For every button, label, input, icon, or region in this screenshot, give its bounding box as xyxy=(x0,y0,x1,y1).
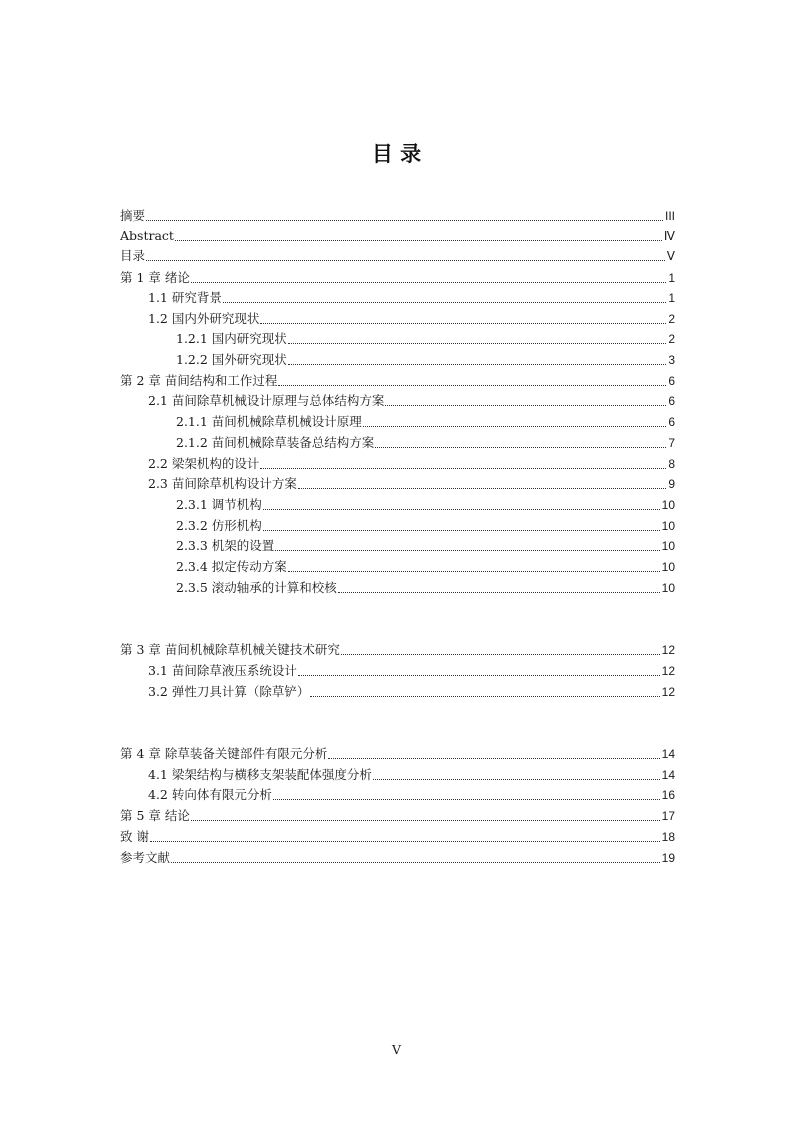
toc-entry-page: 9 xyxy=(668,477,675,491)
toc-dot-leader xyxy=(288,570,660,572)
toc-entry-page: 10 xyxy=(661,498,675,512)
toc-entry[interactable] xyxy=(148,307,675,327)
toc-entry-page: 1 xyxy=(668,291,675,305)
toc-dot-leader xyxy=(171,861,660,863)
toc-entry-label: 2.1.1 苗间机械除草机械设计原理 xyxy=(176,414,362,429)
toc-dot-leader xyxy=(150,840,660,842)
toc-entry-page: 1 xyxy=(668,271,675,285)
toc-entry[interactable] xyxy=(176,555,675,575)
toc-dot-leader xyxy=(385,404,666,406)
toc-dot-leader xyxy=(175,239,662,241)
toc-entry[interactable] xyxy=(148,452,675,472)
page-number-footer: V xyxy=(391,1042,402,1057)
toc-entry-page: Ⅳ xyxy=(663,229,675,243)
toc-entry-label: 4.1 梁架结构与横移支架装配体强度分析 xyxy=(148,767,372,782)
toc-entry-page: 3 xyxy=(668,353,675,367)
toc-entry-label: 2.2 梁架机构的设计 xyxy=(148,456,260,471)
toc-entry-page: 2 xyxy=(668,312,675,326)
toc-entry[interactable] xyxy=(176,431,675,451)
toc-entry[interactable] xyxy=(176,534,675,554)
toc-entry-label: 3.2 弹性刀具计算（除草铲） xyxy=(148,684,310,699)
toc-entry[interactable] xyxy=(148,389,675,409)
toc-entry-label: 2.3.4 拟定传动方案 xyxy=(176,559,287,574)
toc-dot-leader xyxy=(373,778,660,780)
toc-entry[interactable] xyxy=(120,638,675,658)
toc-dot-leader xyxy=(298,487,666,489)
toc-entry-page: 18 xyxy=(661,830,675,844)
toc-entry-label: 参考文献 xyxy=(120,850,171,865)
toc-dot-leader xyxy=(191,281,666,283)
toc-entry[interactable] xyxy=(176,576,675,596)
toc-entry-label: 摘要 xyxy=(120,208,146,223)
toc-entry-label: 1.2.1 国内研究现状 xyxy=(176,331,287,346)
toc-entry-label: 2.3.5 滚动轴承的计算和校核 xyxy=(176,580,337,595)
toc-entry-label: 2.3.2 仿形机构 xyxy=(176,518,262,533)
toc-entry-label: 1.1 研究背景 xyxy=(148,290,222,305)
toc-entry-label: 4.2 转向体有限元分析 xyxy=(148,787,272,802)
toc-dot-leader xyxy=(278,384,666,386)
toc-entry-label: 3.1 苗间除草液压系统设计 xyxy=(148,663,297,678)
toc-entry-label: 第 5 章 结论 xyxy=(120,808,190,823)
toc-dot-leader xyxy=(341,653,660,655)
toc-entry-page: 6 xyxy=(668,415,675,429)
toc-entry-label: 目录 xyxy=(120,248,146,263)
toc-dot-leader xyxy=(223,301,666,303)
toc-dot-leader xyxy=(338,591,660,593)
toc-dot-leader xyxy=(146,219,663,221)
toc-entry[interactable] xyxy=(148,783,675,803)
toc-entry-page: 14 xyxy=(661,747,675,761)
toc-entry-page: 17 xyxy=(661,809,675,823)
toc-entry-page: 7 xyxy=(668,436,675,450)
toc-entry-page: 12 xyxy=(661,685,675,699)
toc-entry[interactable] xyxy=(120,804,675,824)
toc-entry-page: 16 xyxy=(661,788,675,802)
toc-entry-label: 第 3 章 苗间机械除草机械关键技术研究 xyxy=(120,642,340,657)
toc-entry-page: 2 xyxy=(668,332,675,346)
toc-entry-page: 10 xyxy=(661,539,675,553)
toc-entry[interactable] xyxy=(176,348,675,368)
toc-entry-page: 19 xyxy=(661,851,675,865)
toc-entry-page: 6 xyxy=(668,374,675,388)
toc-dot-leader xyxy=(328,757,659,759)
toc-entry[interactable] xyxy=(120,266,675,286)
toc-dot-leader xyxy=(288,363,667,365)
toc-entry[interactable] xyxy=(120,825,675,845)
toc-entry-page: 10 xyxy=(661,519,675,533)
toc-entry[interactable] xyxy=(120,224,675,244)
toc-entry-label: 2.1 苗间除草机械设计原理与总体结构方案 xyxy=(148,393,385,408)
toc-dot-leader xyxy=(310,695,659,697)
toc-entry-page: 12 xyxy=(661,664,675,678)
toc-entry-label: 致 谢 xyxy=(120,829,149,844)
toc-entry-page: 8 xyxy=(668,457,675,471)
toc-entry[interactable] xyxy=(120,846,675,866)
toc-entry-label: 第 2 章 苗间结构和工作过程 xyxy=(120,373,278,388)
toc-entry-label: 第 4 章 除草装备关键部件有限元分析 xyxy=(120,746,328,761)
toc-entry[interactable] xyxy=(120,742,675,762)
toc-entry-label: 2.3.3 机架的设置 xyxy=(176,538,275,553)
toc-entry-label: 1.2 国内外研究现状 xyxy=(148,311,260,326)
toc-entry[interactable] xyxy=(148,659,675,679)
toc-dot-leader xyxy=(260,467,666,469)
toc-entry[interactable] xyxy=(176,514,675,534)
toc-entry-label: 2.3.1 调节机构 xyxy=(176,497,262,512)
toc-dot-leader xyxy=(375,446,666,448)
toc-dot-leader xyxy=(260,322,666,324)
toc-dot-leader xyxy=(275,549,659,551)
toc-entry-label: 2.3 苗间除草机构设计方案 xyxy=(148,476,297,491)
toc-entry[interactable] xyxy=(176,493,675,513)
toc-dot-leader xyxy=(273,798,660,800)
toc-entry-page: Ⅴ xyxy=(666,249,675,263)
toc-dot-leader xyxy=(298,674,660,676)
toc-entry[interactable] xyxy=(148,286,675,306)
toc-dot-leader xyxy=(263,529,660,531)
toc-entry[interactable] xyxy=(176,327,675,347)
toc-entry-page: 10 xyxy=(661,581,675,595)
toc-entry-page: III xyxy=(664,209,675,223)
toc-entry-page: 12 xyxy=(661,643,675,657)
page-title: 目 录 xyxy=(371,142,422,166)
toc-entry-page: 6 xyxy=(668,394,675,408)
toc-entry[interactable] xyxy=(148,763,675,783)
toc-dot-leader xyxy=(363,425,667,427)
toc-entry-page: 10 xyxy=(661,560,675,574)
toc-entry[interactable] xyxy=(120,369,675,389)
toc-dot-leader xyxy=(263,508,660,510)
toc-entry[interactable] xyxy=(148,680,675,700)
toc-entry-label: 2.1.2 苗间机械除草装备总结构方案 xyxy=(176,435,375,450)
toc-entry-label: Abstract xyxy=(120,228,174,243)
toc-dot-leader xyxy=(146,259,665,261)
toc-entry[interactable] xyxy=(120,244,675,264)
toc-entry-label: 1.2.2 国外研究现状 xyxy=(176,352,287,367)
toc-entry[interactable] xyxy=(148,472,675,492)
toc-dot-leader xyxy=(191,819,660,821)
toc-entry[interactable] xyxy=(176,410,675,430)
toc-entry-label: 第 1 章 绪论 xyxy=(120,270,190,285)
toc-entry-page: 14 xyxy=(661,768,675,782)
toc-entry[interactable] xyxy=(120,204,675,224)
toc-dot-leader xyxy=(288,342,667,344)
